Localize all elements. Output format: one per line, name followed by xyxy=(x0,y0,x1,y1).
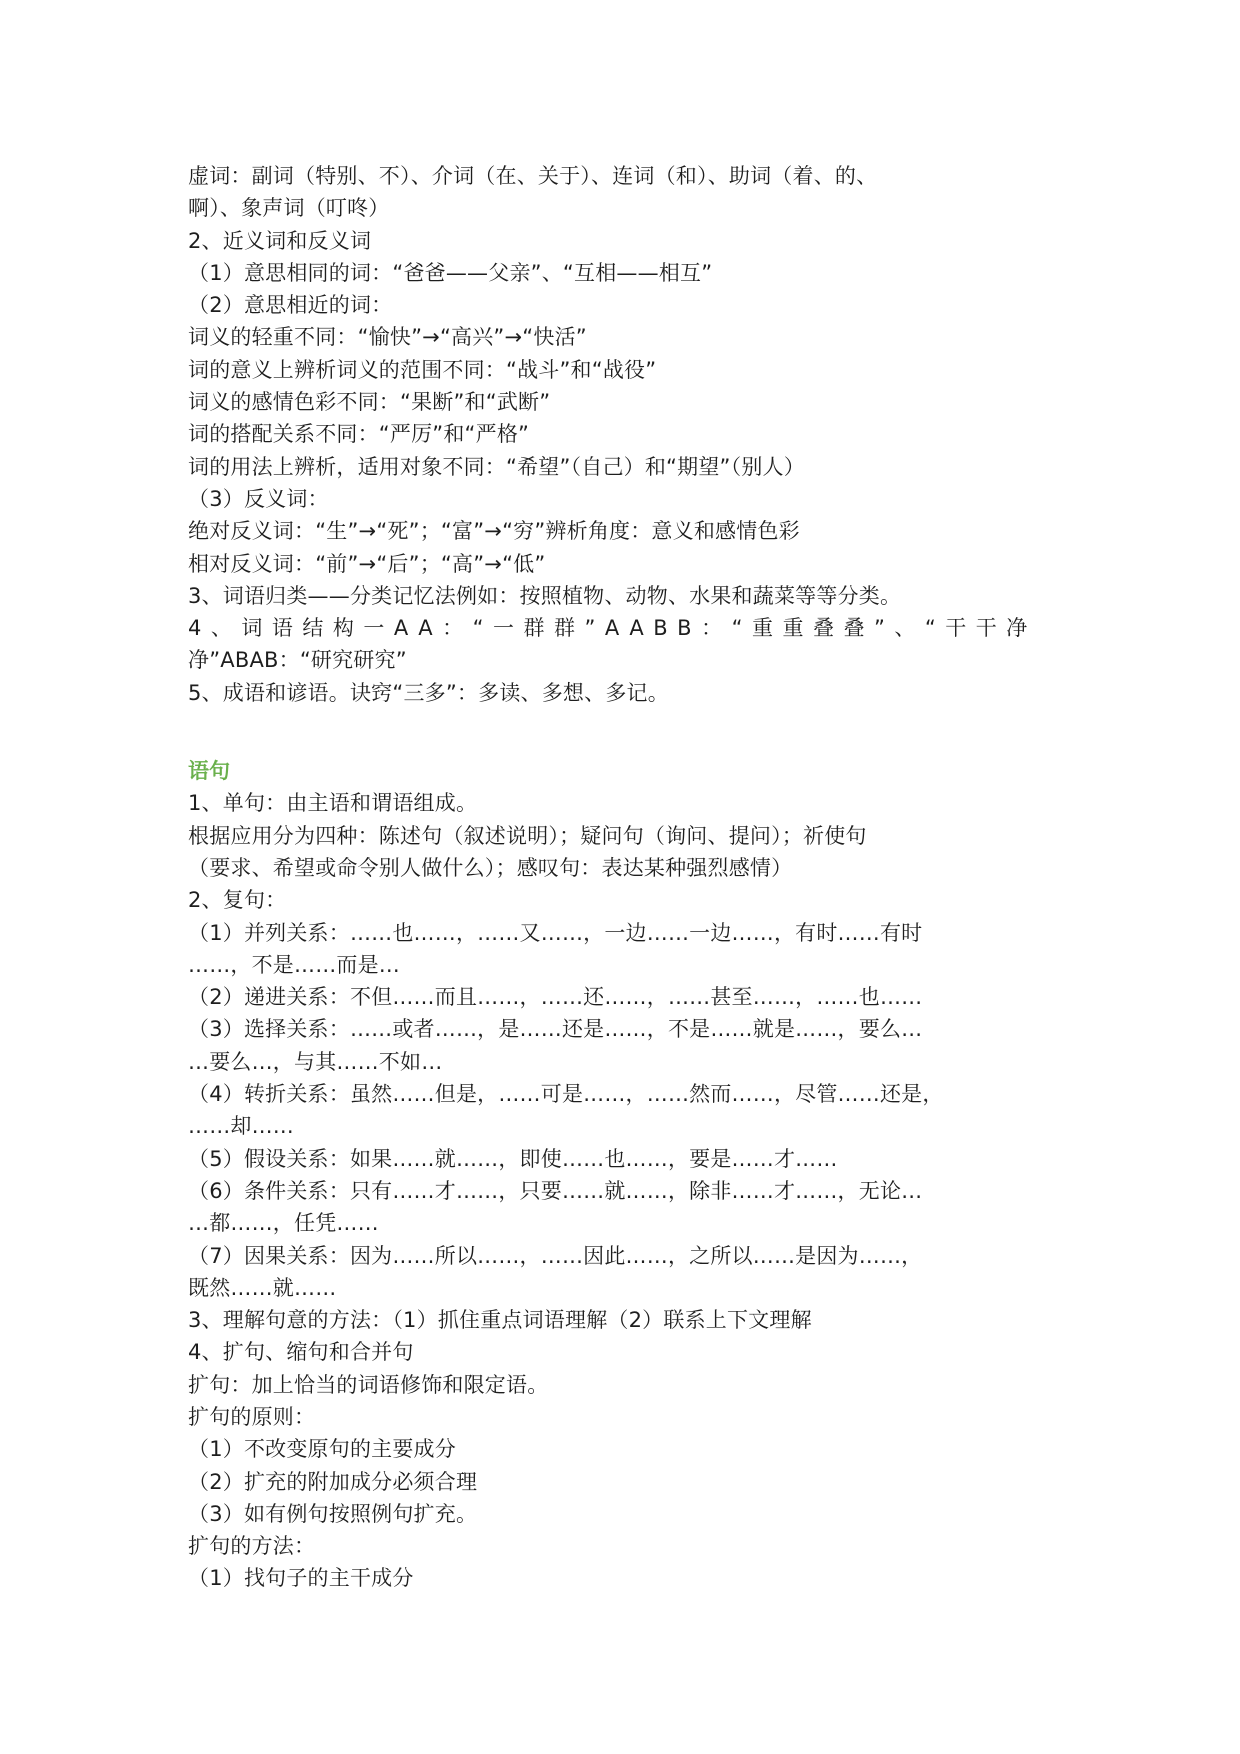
text-line: 扩句的原则： xyxy=(188,1404,316,1429)
text-line: 绝对反义词：“生”→“死”；“富”→“穷”辨析角度：意义和感情色彩 xyxy=(188,519,800,544)
text-line: 3、理解句意的方法：（1）抓住重点词语理解（2）联系上下文理解 xyxy=(188,1308,812,1333)
text-line: （1）并列关系：……也……，……又……，一边……一边……，有时……有时 xyxy=(188,920,923,945)
text-line: （7）因果关系：因为……所以……，……因此……，之所以……是因为……， xyxy=(188,1243,923,1268)
text-line: 相对反义词：“前”→“后”；“高”→“低” xyxy=(188,551,546,576)
text-line: （3）反义词： xyxy=(188,486,329,511)
section-spacer xyxy=(188,709,1078,755)
sentence-section xyxy=(188,755,1078,1595)
text-line: 啊）、象声词（叮咚） xyxy=(188,196,390,221)
text-line: （1）找句子的主干成分 xyxy=(188,1566,414,1591)
text-line: 词的搭配关系不同：“严厉”和“严格” xyxy=(188,422,530,447)
section-heading: 语句 xyxy=(188,759,230,784)
text-line: （1）不改变原句的主要成分 xyxy=(188,1437,456,1462)
text-line: 词义的感情色彩不同：“果断”和“武断” xyxy=(188,390,551,415)
text-line: （要求、希望或命令别人做什么）；感叹句：表达某种强烈感情） xyxy=(188,855,793,880)
text-line: …要么…，与其……不如… xyxy=(188,1049,443,1074)
text-line: 1、单句：由主语和谓语组成。 xyxy=(188,791,478,816)
text-line: （2）意思相近的词： xyxy=(188,293,393,318)
text-line: （1）意思相同的词：“爸爸——父亲”、“互相——相互” xyxy=(188,260,713,285)
text-line: （2）递进关系：不但……而且……，……还……，……甚至……，……也…… xyxy=(188,985,923,1010)
text-line: 2、复句： xyxy=(188,888,287,913)
text-line: ……却…… xyxy=(188,1114,294,1139)
text-line: 扩句的方法： xyxy=(188,1534,316,1559)
text-line: 词的用法上辨析，适用对象不同：“希望”（自己）和“期望”（别人） xyxy=(188,454,805,479)
text-line: 扩句：加上恰当的词语修饰和限定语。 xyxy=(188,1372,549,1397)
text-line: （4）转折关系：虽然……但是，……可是……，……然而……，尽管……还是， xyxy=(188,1082,944,1107)
text-line: 净”ABAB：“研究研究” xyxy=(188,648,407,673)
text-line: （3）选择关系：……或者……，是……还是……，不是……就是……，要么… xyxy=(188,1017,923,1042)
text-line: 既然……就…… xyxy=(188,1275,337,1300)
text-line: （5）假设关系：如果……就……，即使……也……，要是……才…… xyxy=(188,1146,838,1171)
text-line: 4、词语结构一AA：“一群群”AABB：“重重叠叠”、“干干净 xyxy=(188,616,1037,641)
text-line: ……，不是……而是… xyxy=(188,952,400,977)
text-line: （6）条件关系：只有……才……，只要……就……，除非……才……，无论… xyxy=(188,1178,923,1203)
text-line: 根据应用分为四种：陈述句（叙述说明）；疑问句（询问、提问）；祈使句 xyxy=(188,823,867,848)
text-line: 词的意义上辨析词义的范围不同：“战斗”和“战役” xyxy=(188,357,657,382)
text-line: …都……，任凭…… xyxy=(188,1211,379,1236)
text-line: 词义的轻重不同：“愉快”→“高兴”→“快活” xyxy=(188,325,587,350)
text-line: 5、成语和谚语。诀窍“三多”：多读、多想、多记。 xyxy=(188,680,669,705)
document-page xyxy=(188,160,1078,1595)
text-line: 4、扩句、缩句和合并句 xyxy=(188,1340,414,1365)
word-section xyxy=(188,160,1078,709)
text-line: 3、词语归类——分类记忆法例如：按照植物、动物、水果和蔬菜等等分类。 xyxy=(188,583,902,608)
text-line: （3）如有例句按照例句扩充。 xyxy=(188,1501,478,1526)
text-line: 2、近义词和反义词 xyxy=(188,228,372,253)
text-line: （2）扩充的附加成分必须合理 xyxy=(188,1469,478,1494)
text-line: 虚词：副词（特别、不）、介词（在、关于）、连词（和）、助词（着、的、 xyxy=(188,164,878,188)
